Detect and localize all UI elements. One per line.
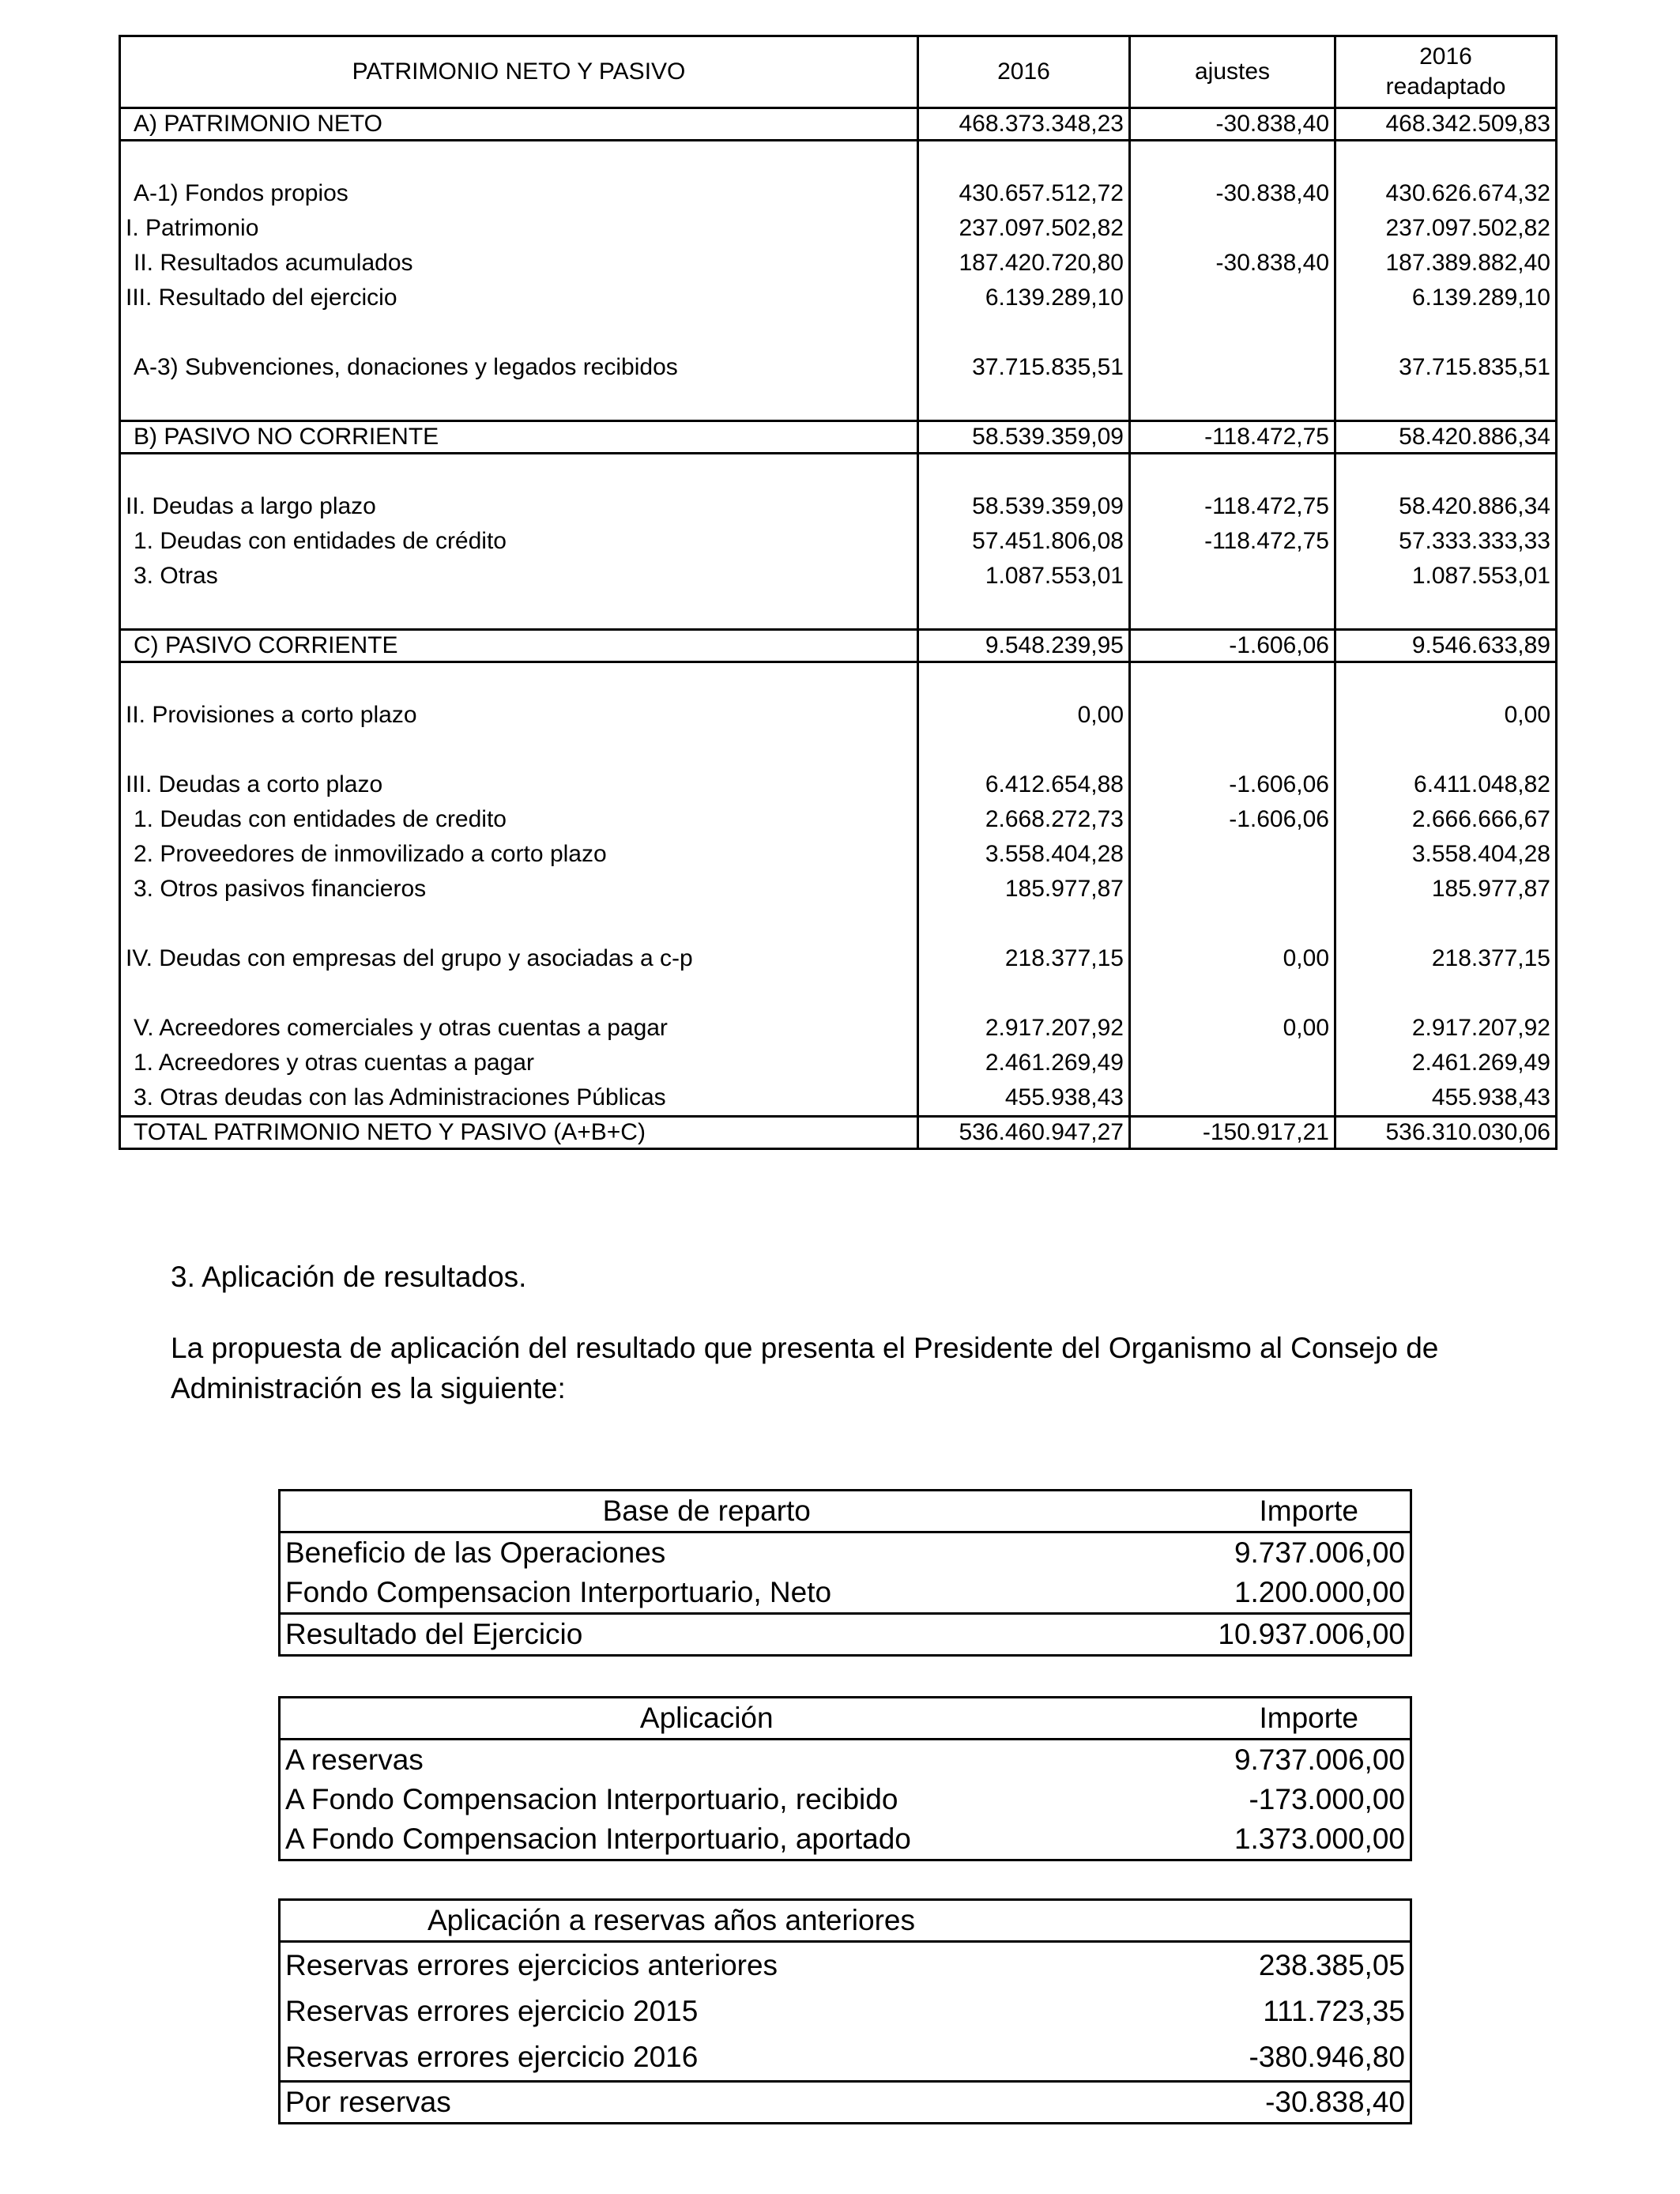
row-readaptado: 1.087.553,01 <box>1335 559 1557 594</box>
table-row <box>120 489 1557 524</box>
spacer-row <box>120 385 1557 421</box>
header-label: Aplicación <box>280 1698 1133 1740</box>
row-value: 10.937.006,00 <box>1133 1614 1411 1656</box>
row-label: II. Provisiones a corto plazo <box>120 698 918 733</box>
header-readaptado <box>1335 36 1557 108</box>
row-2016: 0,00 <box>918 698 1130 733</box>
row-2016: 2.917.207,92 <box>918 1011 1130 1046</box>
header-value: Importe <box>1133 1698 1411 1740</box>
row-label: V. Acreedores comerciales y otras cuentas a pagar <box>120 1011 918 1046</box>
row-label: 1. Deudas con entidades de crédito <box>120 524 918 559</box>
row-label: Fondo Compensacion Interportuario, Neto <box>285 1576 832 1608</box>
row-label: Reservas errores ejercicios anteriores <box>285 1949 778 1981</box>
row-ajustes <box>1130 837 1335 872</box>
row-label: A-1) Fondos propios <box>120 176 918 211</box>
table-row <box>120 941 1557 976</box>
row-readaptado: 455.938,43 <box>1335 1080 1557 1117</box>
row-2016: 58.539.359,09 <box>918 421 1130 454</box>
row-ajustes <box>1130 1080 1335 1117</box>
table-row <box>280 1532 1411 1574</box>
table-row <box>120 524 1557 559</box>
row-2016: 58.539.359,09 <box>918 489 1130 524</box>
row-2016: 1.087.553,01 <box>918 559 1130 594</box>
row-2016: 37.715.835,51 <box>918 350 1130 385</box>
table-header-row <box>280 1900 1411 1942</box>
row-label: C) PASIVO CORRIENTE <box>120 630 918 662</box>
section-heading: 3. Aplicación de resultados. <box>171 1261 527 1293</box>
row-label: B) PASIVO NO CORRIENTE <box>120 421 918 454</box>
row-label: III. Deudas a corto plazo <box>120 767 918 802</box>
section-paragraph: La propuesta de aplicación del resultado que presenta el Presidente del Organismo al Consejo de Administración es la siguiente: <box>171 1332 1439 1404</box>
row-ajustes: -30.838,40 <box>1130 246 1335 281</box>
row-ajustes: -118.472,75 <box>1130 489 1335 524</box>
row-label: A Fondo Compensacion Interportuario, aportado <box>285 1823 911 1855</box>
row-ajustes <box>1130 350 1335 385</box>
row-label: Por reservas <box>280 2082 1133 2124</box>
spacer-row <box>120 976 1557 1011</box>
spacer-row <box>120 733 1557 767</box>
row-readaptado: 430.626.674,32 <box>1335 176 1557 211</box>
row-readaptado: 185.977,87 <box>1335 872 1557 907</box>
table-row <box>120 246 1557 281</box>
row-2016: 237.097.502,82 <box>918 211 1130 246</box>
row-2016: 185.977,87 <box>918 872 1130 907</box>
row-label: 3. Otros pasivos financieros <box>120 872 918 907</box>
table-row <box>120 108 1557 141</box>
row-label: 1. Acreedores y otras cuentas a pagar <box>120 1046 918 1080</box>
row-readaptado: 2.461.269,49 <box>1335 1046 1557 1080</box>
table-row <box>120 802 1557 837</box>
row-2016: 187.420.720,80 <box>918 246 1130 281</box>
row-value: 9.737.006,00 <box>1234 1536 1405 1569</box>
table-row <box>120 630 1557 662</box>
row-ajustes: -1.606,06 <box>1130 802 1335 837</box>
table-row <box>280 1942 1411 1989</box>
row-2016: 3.558.404,28 <box>918 837 1130 872</box>
row-label: A-3) Subvenciones, donaciones y legados recibidos <box>120 350 918 385</box>
row-label: A) PATRIMONIO NETO <box>120 108 918 141</box>
row-ajustes <box>1130 211 1335 246</box>
row-ajustes <box>1130 698 1335 733</box>
row-value: -380.946,80 <box>1249 2041 1405 2073</box>
row-value: -173.000,00 <box>1249 1783 1405 1815</box>
row-readaptado: 218.377,15 <box>1335 941 1557 976</box>
row-readaptado: 37.715.835,51 <box>1335 350 1557 385</box>
table-row <box>120 559 1557 594</box>
table-row <box>120 350 1557 385</box>
row-label: II. Deudas a largo plazo <box>120 489 918 524</box>
row-label: 3. Otras <box>120 559 918 594</box>
row-label: Reservas errores ejercicio 2015 <box>285 1995 699 2027</box>
row-readaptado: 237.097.502,82 <box>1335 211 1557 246</box>
row-2016: 6.139.289,10 <box>918 281 1130 315</box>
table-row <box>280 1989 1411 2034</box>
spacer-row <box>120 454 1557 490</box>
spacer-row <box>120 662 1557 699</box>
spacer-row <box>120 141 1557 177</box>
row-value: -30.838,40 <box>1133 2082 1411 2124</box>
total-row <box>120 1117 1557 1149</box>
row-ajustes: -1.606,06 <box>1130 767 1335 802</box>
header-label: PATRIMONIO NETO Y PASIVO <box>120 36 918 108</box>
row-ajustes <box>1130 872 1335 907</box>
table-row <box>120 698 1557 733</box>
row-ajustes <box>1130 559 1335 594</box>
table-row <box>280 1740 1411 1781</box>
table-row <box>280 2034 1411 2082</box>
row-label: III. Resultado del ejercicio <box>120 281 918 315</box>
row-readaptado: 58.420.886,34 <box>1335 421 1557 454</box>
row-2016: 57.451.806,08 <box>918 524 1130 559</box>
row-label: 1. Deudas con entidades de credito <box>120 802 918 837</box>
row-readaptado: 0,00 <box>1335 698 1557 733</box>
table-header-row <box>280 1698 1411 1740</box>
table-row <box>120 767 1557 802</box>
row-2016: 430.657.512,72 <box>918 176 1130 211</box>
row-2016: 2.461.269,49 <box>918 1046 1130 1080</box>
row-value: 1.373.000,00 <box>1234 1823 1405 1855</box>
table-row <box>120 872 1557 907</box>
table-row <box>280 1573 1411 1614</box>
row-readaptado: 536.310.030,06 <box>1335 1117 1557 1149</box>
result-row <box>280 2082 1411 2124</box>
row-label: II. Resultados acumulados <box>120 246 918 281</box>
row-2016: 2.668.272,73 <box>918 802 1130 837</box>
table-row <box>120 1080 1557 1117</box>
aplicacion-table <box>278 1696 1412 1861</box>
table-row <box>120 281 1557 315</box>
result-row <box>280 1614 1411 1656</box>
table-row <box>120 176 1557 211</box>
row-label: IV. Deudas con empresas del grupo y asociadas a c-p <box>120 941 918 976</box>
row-ajustes: -118.472,75 <box>1130 421 1335 454</box>
row-2016: 468.373.348,23 <box>918 108 1130 141</box>
row-readaptado: 3.558.404,28 <box>1335 837 1557 872</box>
base-reparto-table <box>278 1489 1412 1657</box>
table-row <box>280 1819 1411 1860</box>
row-2016: 218.377,15 <box>918 941 1130 976</box>
row-2016: 6.412.654,88 <box>918 767 1130 802</box>
row-label: Resultado del Ejercicio <box>280 1614 1133 1656</box>
row-ajustes: -118.472,75 <box>1130 524 1335 559</box>
row-ajustes: 0,00 <box>1130 1011 1335 1046</box>
header-label: Aplicación a reservas años anteriores <box>280 1900 1411 1942</box>
row-ajustes: -30.838,40 <box>1130 176 1335 211</box>
row-ajustes: 0,00 <box>1130 941 1335 976</box>
row-2016: 536.460.947,27 <box>918 1117 1130 1149</box>
row-readaptado: 57.333.333,33 <box>1335 524 1557 559</box>
row-label: 3. Otras deudas con las Administraciones Públicas <box>120 1080 918 1117</box>
table-row <box>120 1011 1557 1046</box>
table-row <box>120 211 1557 246</box>
row-label: Reservas errores ejercicio 2016 <box>285 2041 699 2073</box>
balance-header-row <box>120 36 1557 108</box>
row-ajustes <box>1130 1046 1335 1080</box>
row-value: 238.385,05 <box>1258 1949 1405 1981</box>
header-label: Base de reparto <box>280 1491 1133 1532</box>
row-label: TOTAL PATRIMONIO NETO Y PASIVO (A+B+C) <box>120 1117 918 1149</box>
spacer-row <box>120 594 1557 630</box>
header-value: Importe <box>1133 1491 1411 1532</box>
table-row <box>120 837 1557 872</box>
row-ajustes: -150.917,21 <box>1130 1117 1335 1149</box>
row-readaptado: 6.139.289,10 <box>1335 281 1557 315</box>
row-value: 1.200.000,00 <box>1234 1576 1405 1608</box>
row-2016: 9.548.239,95 <box>918 630 1130 662</box>
row-label: A Fondo Compensacion Interportuario, recibido <box>285 1783 898 1815</box>
spacer-row <box>120 907 1557 941</box>
row-label: Beneficio de las Operaciones <box>285 1536 666 1569</box>
row-ajustes: -30.838,40 <box>1130 108 1335 141</box>
row-readaptado: 2.917.207,92 <box>1335 1011 1557 1046</box>
row-readaptado: 9.546.633,89 <box>1335 630 1557 662</box>
row-2016: 455.938,43 <box>918 1080 1130 1117</box>
header-ajustes: ajustes <box>1130 36 1335 108</box>
spacer-row <box>120 315 1557 350</box>
row-readaptado: 187.389.882,40 <box>1335 246 1557 281</box>
row-readaptado: 6.411.048,82 <box>1335 767 1557 802</box>
row-label: I. Patrimonio <box>120 211 918 246</box>
row-ajustes <box>1130 281 1335 315</box>
header-readaptado-year: 2016 <box>1419 43 1472 70</box>
table-row <box>120 421 1557 454</box>
table-header-row <box>280 1491 1411 1532</box>
table-row <box>280 1780 1411 1819</box>
header-2016: 2016 <box>918 36 1130 108</box>
row-readaptado: 468.342.509,83 <box>1335 108 1557 141</box>
row-value: 111.723,35 <box>1263 1995 1405 2027</box>
table-row <box>120 1046 1557 1080</box>
row-label: A reservas <box>285 1744 424 1776</box>
row-value: 9.737.006,00 <box>1234 1744 1405 1776</box>
row-readaptado: 58.420.886,34 <box>1335 489 1557 524</box>
row-readaptado: 2.666.666,67 <box>1335 802 1557 837</box>
row-label: 2. Proveedores de inmovilizado a corto plazo <box>120 837 918 872</box>
balance-table <box>119 35 1558 1150</box>
header-readaptado-label: readaptado <box>1385 74 1506 100</box>
reservas-anteriores-table <box>278 1898 1412 2124</box>
row-ajustes: -1.606,06 <box>1130 630 1335 662</box>
